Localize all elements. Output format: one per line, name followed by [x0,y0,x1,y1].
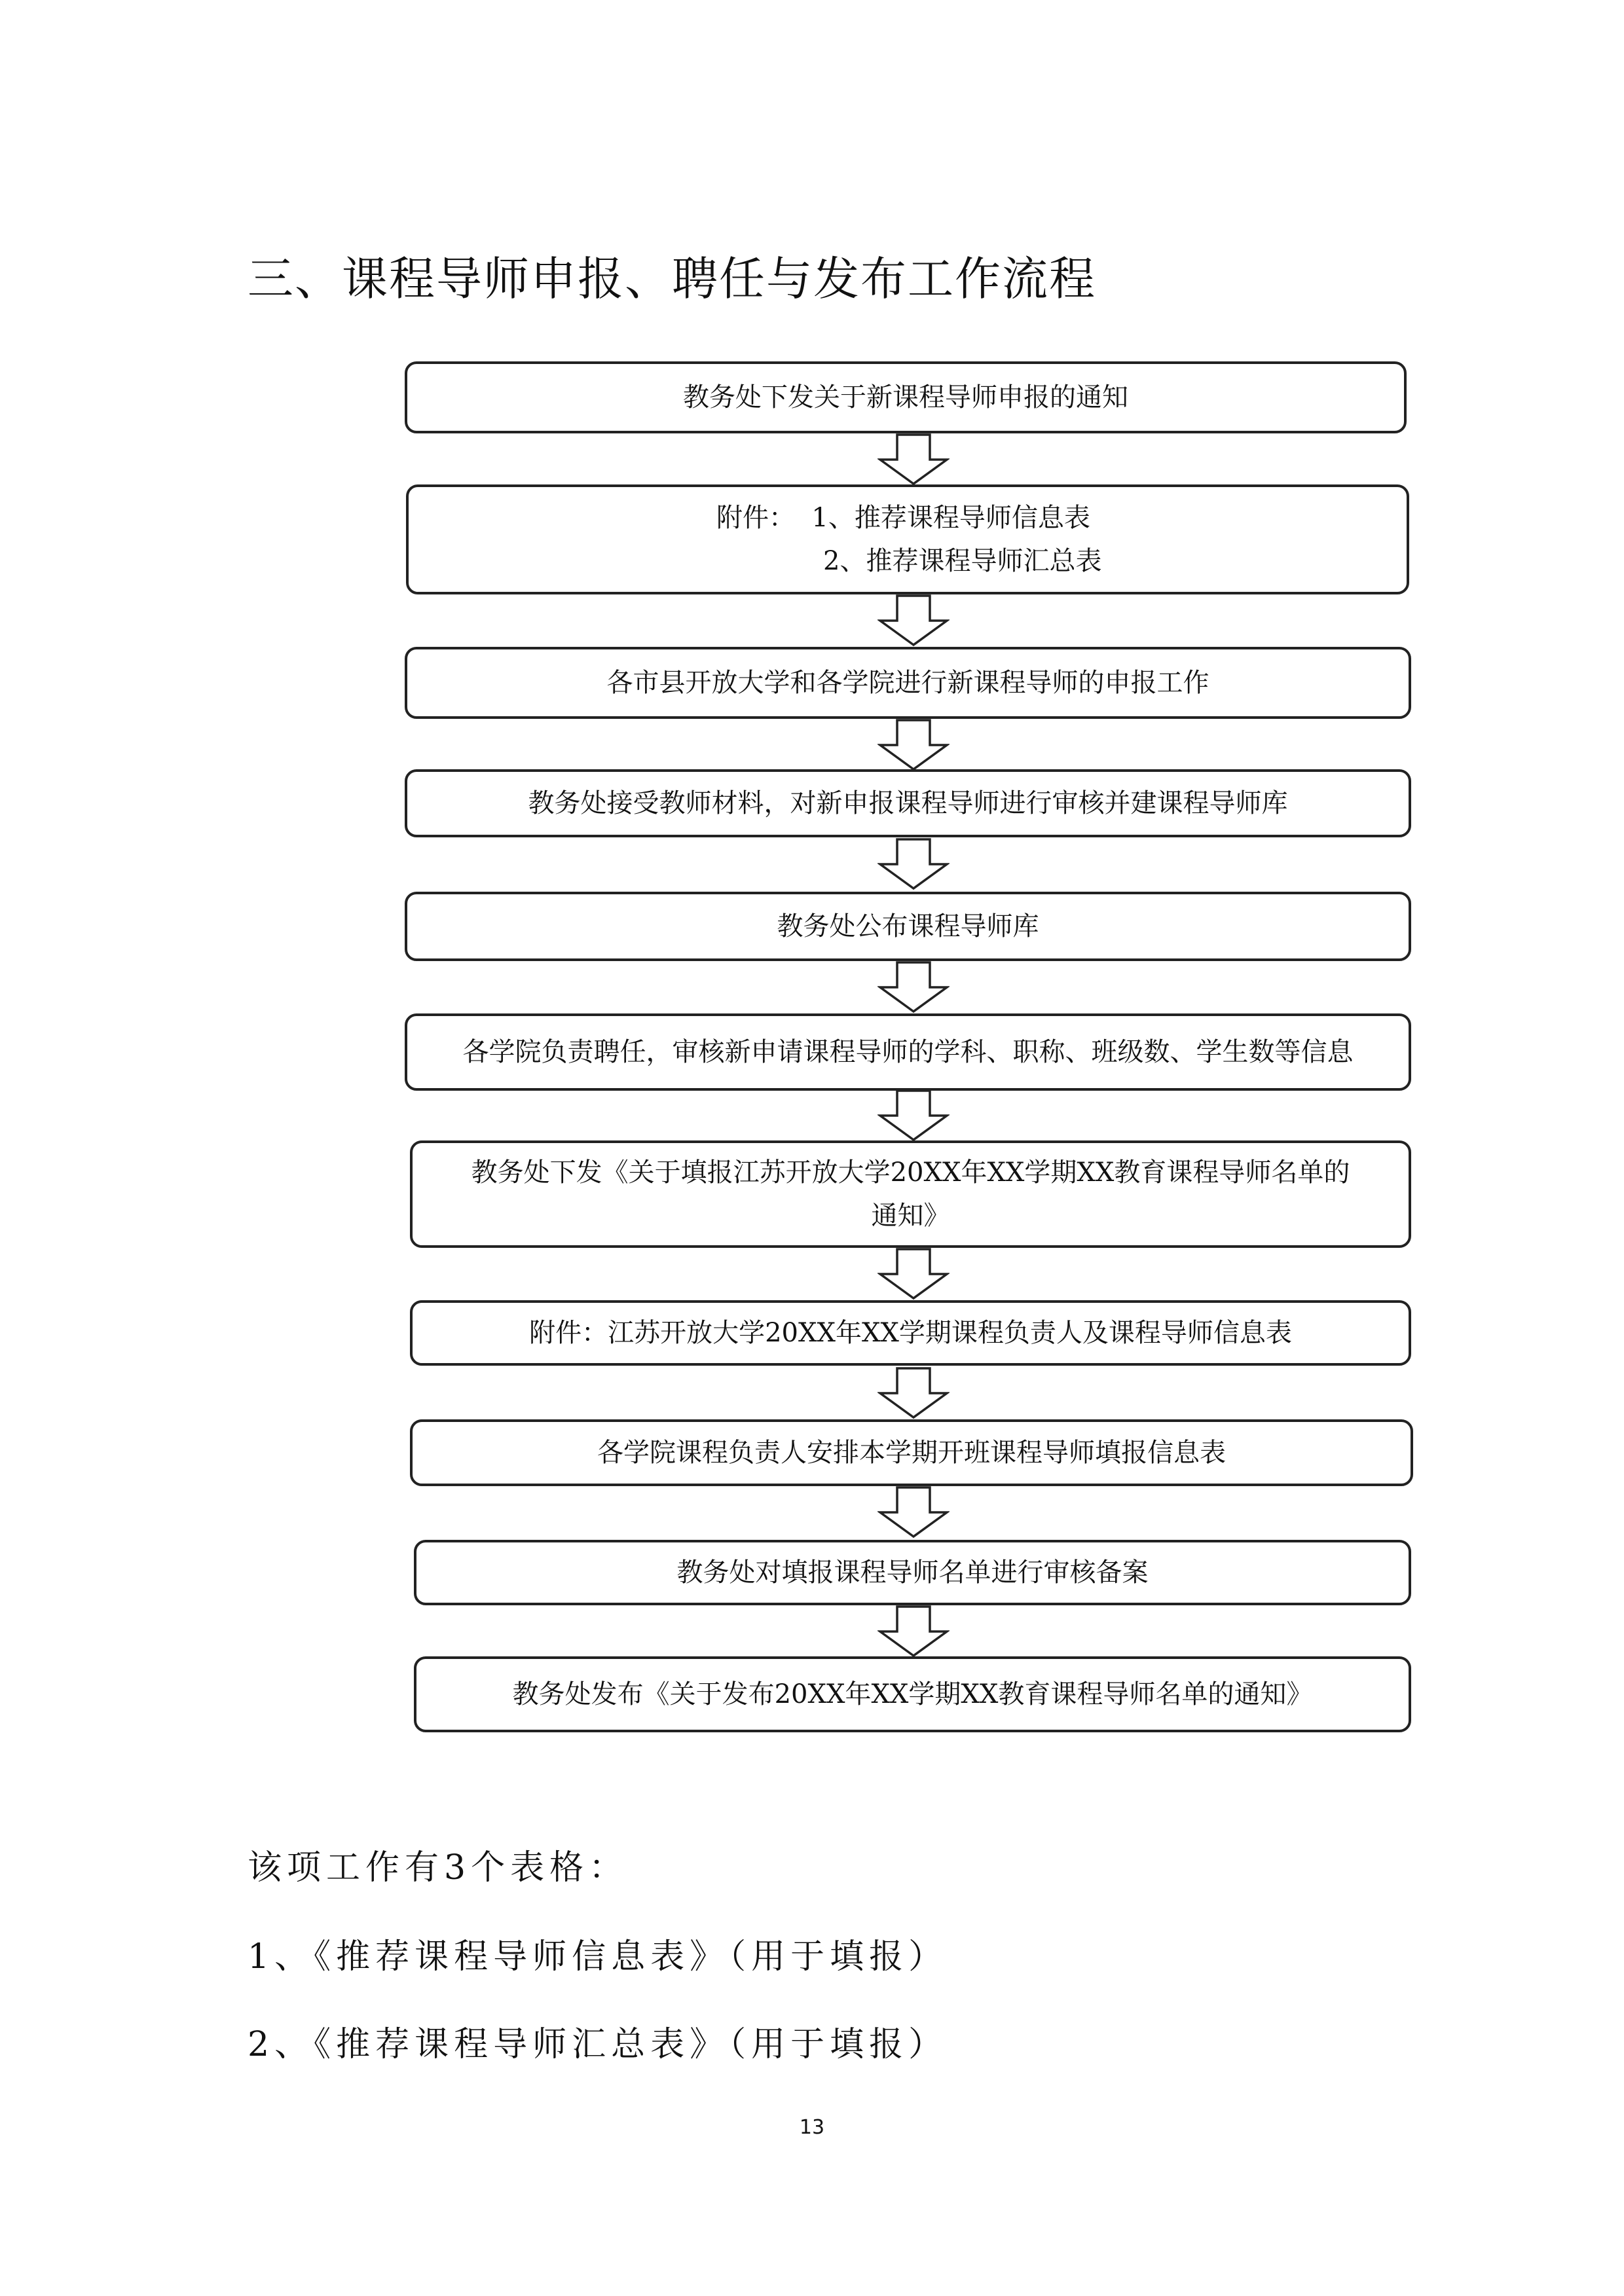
flow-step-3-text: 各市县开放大学和各学院进行新课程导师的申报工作 [606,668,1209,698]
flow-step-10-text: 教务处对填报课程导师名单进行审核备案 [676,1558,1149,1588]
flow-step-4 [405,769,1411,837]
section-heading: 三、课程导师申报、聘任与发布工作流程 [248,252,1096,306]
flow-step-8 [410,1300,1411,1366]
flow-step-2-line-1: 附件： 1、推荐课程导师信息表 [716,503,1090,533]
flow-step-9-text: 各学院课程负责人安排本学期开班课程导师填报信息表 [597,1438,1226,1468]
flow-step-11-text: 教务处发布《关于发布20XX年XX学期XX教育课程导师名单的通知》 [512,1679,1313,1709]
down-arrow-icon [877,1486,950,1539]
down-arrow-icon [877,961,950,1013]
down-arrow-icon [877,719,950,771]
down-arrow-icon [877,1605,950,1658]
down-arrow-icon [877,1089,950,1142]
flow-step-6 [405,1013,1411,1091]
flow-step-8-text: 附件：江苏开放大学20XX年XX学期课程负责人及课程导师信息表 [529,1318,1292,1348]
page-number: 13 [799,2116,825,2139]
down-arrow-icon [877,838,950,890]
flow-step-7 [410,1140,1411,1248]
flow-step-7-line-2: 通知》 [871,1201,950,1231]
flow-step-3 [405,647,1411,719]
flow-step-7-line-1: 教务处下发《关于填报江苏开放大学20XX年XX学期XX教育课程导师名单的 [471,1157,1350,1188]
down-arrow-icon [877,433,950,486]
flow-step-9 [410,1419,1413,1486]
flow-step-10 [414,1540,1411,1605]
flow-step-1-text: 教务处下发关于新课程导师申报的通知 [683,382,1128,412]
forms-intro: 该项工作有3个表格： [248,1848,629,1887]
flow-step-2 [406,484,1409,594]
down-arrow-icon [877,594,950,647]
flow-step-2-line-2: 2、推荐课程导师汇总表 [823,546,1102,576]
forms-item-1: 1、《推荐课程导师信息表》（用于填报） [248,1937,948,1977]
flow-step-4-text: 教务处接受教师材料，对新申报课程导师进行审核并建课程导师库 [528,788,1288,818]
flow-step-6-text: 各学院负责聘任，审核新申请课程导师的学科、职称、班级数、学生数等信息 [462,1037,1354,1067]
flow-step-5 [405,892,1411,961]
down-arrow-icon [877,1367,950,1419]
flow-step-11 [414,1656,1411,1732]
down-arrow-icon [877,1248,950,1300]
flow-step-1 [405,361,1407,433]
forms-item-2: 2、《推荐课程导师汇总表》（用于填报） [248,2025,948,2064]
flow-step-5-text: 教务处公布课程导师库 [777,911,1039,941]
